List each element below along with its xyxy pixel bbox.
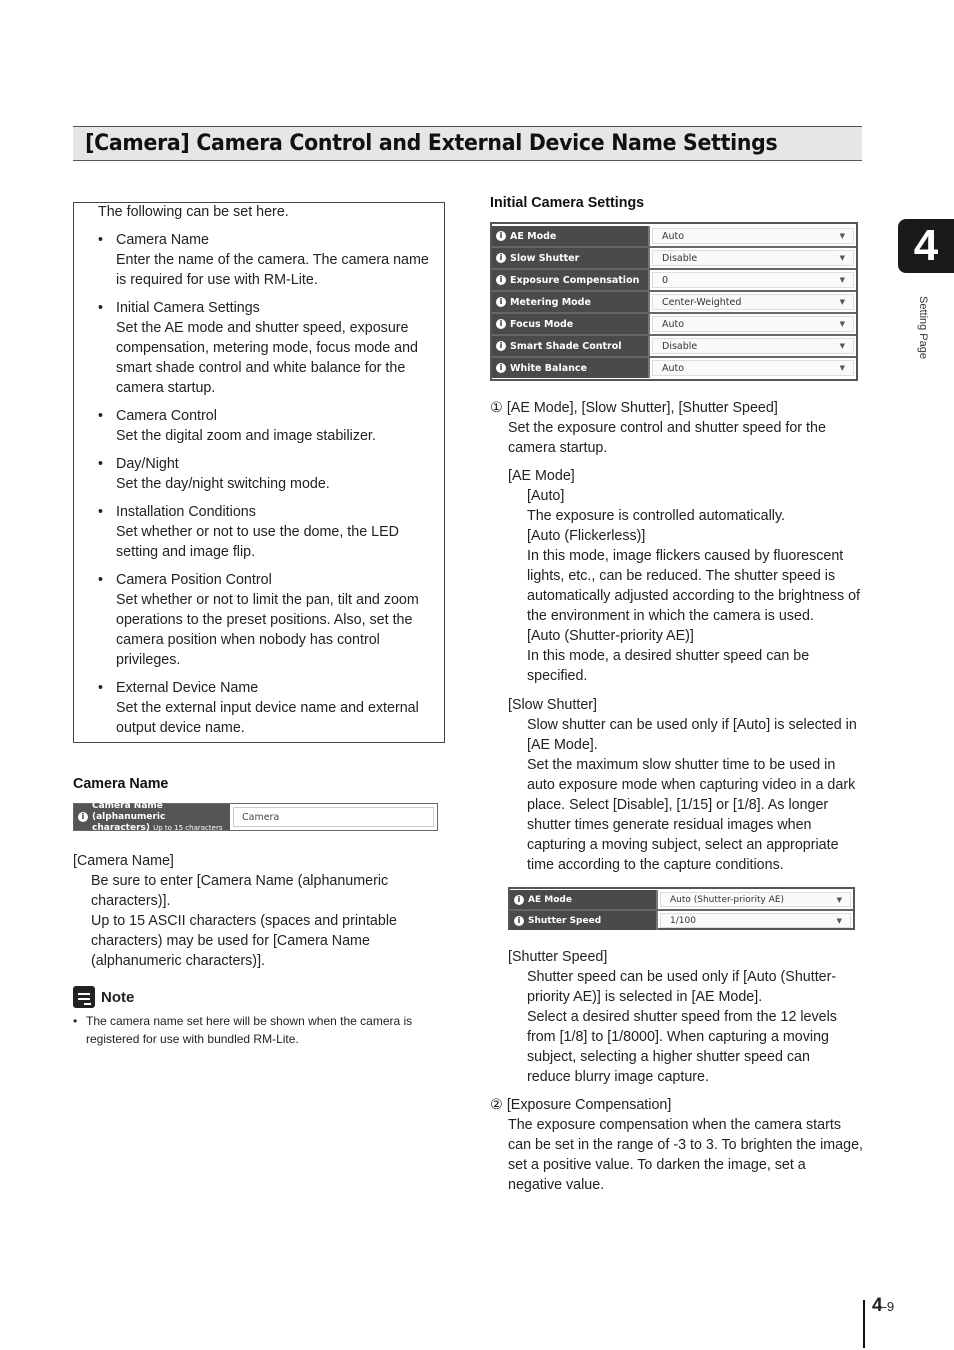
exposure-section-desc: The exposure compensation when the camera starts can be set in the range of -3 to 3. To brighten the image, set a positive value. To darken the image, set a negative value. (508, 1117, 864, 1193)
list-item: • Camera Control Set the digital zoom and image stabilizer. (98, 408, 376, 444)
table-row: i Metering Mode Center-Weighted ▼ (492, 292, 856, 314)
list-item: • External Device Name Set the external input device name and external output device name. (98, 680, 419, 736)
note-icon (73, 986, 95, 1008)
slow-shutter-desc: Slow shutter can be used only if [Auto] is selected in [AE Mode]. Set the maximum slow shutter time to be used in auto exposure mode when capturing video in a dark place. Select [Disable], [1/15] or [1/8]. As longer shutter times generate residual images when capturing a moving subject, select an appropriate time according to the capture conditions. (527, 717, 857, 873)
camera-name-heading: Camera Name (73, 776, 169, 792)
table-row: i Shutter Speed 1/100 ▼ (510, 911, 853, 930)
page-number-rule (863, 1300, 865, 1348)
ae-mode-options: [Auto] The exposure is controlled automatically. [Auto (Flickerless)] In this mode, image flickers caused by fluorescent lights, etc., can be reduced. The shutter speed is automatically adjusted according to the brightness of the environment in which the camera is used. [Auto (Shutter-priority AE)] In this mode, a desired shutter speed can be specified. (527, 488, 860, 684)
shutter-speed-select[interactable]: 1/100 ▼ (660, 913, 851, 928)
list-item: • Day/Night Set the day/night switching mode. (98, 456, 330, 492)
chevron-down-icon: ▼ (839, 364, 845, 372)
title-bar (73, 126, 862, 161)
chevron-down-icon: ▼ (839, 254, 845, 262)
info-icon: i (496, 341, 506, 351)
info-icon: i (496, 253, 506, 263)
chevron-down-icon: ▼ (839, 342, 845, 350)
ae-mode-select[interactable]: Auto ▼ (652, 228, 854, 244)
chevron-down-icon: ▼ (839, 276, 845, 284)
list-item: • Initial Camera Settings Set the AE mode and shutter speed, exposure compensation, metering mode, focus mode and smart shade control and white balance for the camera startup. (98, 300, 418, 396)
chevron-down-icon: ▼ (839, 232, 845, 240)
camera-name-input[interactable]: Camera (233, 807, 434, 827)
camera-name-para-2: Up to 15 ASCII characters (spaces and printable characters) may be used for [Camera Name (alphanumeric characters)]. (91, 913, 397, 969)
white-balance-select[interactable]: Auto ▼ (652, 360, 854, 376)
shutter-speed-title: [Shutter Speed] (508, 949, 608, 965)
info-icon: i (78, 812, 88, 822)
info-icon: i (514, 916, 524, 926)
list-item: • Camera Position Control Set whether or not to limit the pan, tilt and zoom operations to the preset positions. Also, set the camera position when nobody has control privileges. (98, 572, 419, 668)
circled-two-marker: ② (490, 1097, 503, 1113)
table-row: i Focus Mode Auto ▼ (492, 314, 856, 336)
side-label: Setting Page (917, 296, 929, 359)
summary-intro: The following can be set here. (98, 204, 289, 220)
shutter-speed-desc: Shutter speed can be used only if [Auto (Shutter-priority AE)] is selected in [AE Mode]. Select a desired shutter speed from the 12 levels from [1/8] to [1/8000]. When capturing a moving subject, selecting a higher shutter speed can reduce blurry image capture. (527, 969, 837, 1085)
camera-name-para-1: Be sure to enter [Camera Name (alphanumeric characters)]. (91, 873, 389, 909)
ae-section-title: ① [AE Mode], [Slow Shutter], [Shutter Speed] (490, 400, 778, 416)
table-row: i AE Mode Auto ▼ (492, 226, 856, 248)
table-row: i Smart Shade Control Disable ▼ (492, 336, 856, 358)
camera-name-setting (73, 800, 438, 833)
ae-mode-mini-select[interactable]: Auto (Shutter-priority AE) ▼ (660, 892, 851, 907)
note-text: • The camera name set here will be shown when the camera is registered for use with bundled RM-Lite. (73, 1014, 413, 1046)
focus-mode-select[interactable]: Auto ▼ (652, 316, 854, 332)
initial-settings-table (490, 222, 858, 381)
exposure-section-title: ② [Exposure Compensation] (490, 1097, 672, 1113)
metering-mode-select[interactable]: Center-Weighted ▼ (652, 294, 854, 310)
info-icon: i (496, 275, 506, 285)
info-icon: i (496, 231, 506, 241)
info-icon: i (496, 297, 506, 307)
list-item: • Camera Name Enter the name of the camera. The camera name is required for use with RM-Lite. (98, 232, 429, 288)
shutter-mini-table (508, 887, 855, 930)
camera-name-label: i Camera Name (alphanumeric characters) Up to 15 characters (74, 804, 230, 830)
chevron-down-icon: ▼ (839, 320, 845, 328)
table-row: i AE Mode Auto (Shutter-priority AE) ▼ (510, 890, 853, 911)
chevron-down-icon: ▼ (836, 895, 842, 904)
info-icon: i (496, 319, 506, 329)
table-row: i Slow Shutter Disable ▼ (492, 248, 856, 270)
table-row: i White Balance Auto ▼ (492, 358, 856, 378)
circled-one-marker: ① (490, 400, 503, 416)
summary-list (98, 230, 438, 746)
ae-section-desc: Set the exposure control and shutter speed for the camera startup. (508, 420, 826, 456)
list-item: • Installation Conditions Set whether or not to use the dome, the LED setting and image flip. (98, 504, 399, 560)
page-number: 4-9 (872, 1295, 895, 1316)
ae-mode-title: [AE Mode] (508, 468, 575, 484)
camera-name-field-title: [Camera Name] (73, 853, 174, 869)
initial-settings-heading: Initial Camera Settings (490, 195, 645, 211)
note-title: Note (101, 988, 135, 1006)
chevron-down-icon: ▼ (839, 298, 845, 306)
page-title: [Camera] Camera Control and External Device Name Settings (85, 131, 778, 156)
info-icon: i (496, 363, 506, 373)
chevron-down-icon: ▼ (836, 916, 842, 925)
chapter-tab: 4 (898, 219, 954, 273)
smart-shade-select[interactable]: Disable ▼ (652, 338, 854, 354)
table-row: i Exposure Compensation 0 ▼ (492, 270, 856, 292)
slow-shutter-select[interactable]: Disable ▼ (652, 250, 854, 266)
exposure-compensation-select[interactable]: 0 ▼ (652, 272, 854, 288)
note-header (73, 986, 134, 1008)
info-icon: i (514, 895, 524, 905)
slow-shutter-title: [Slow Shutter] (508, 697, 597, 713)
